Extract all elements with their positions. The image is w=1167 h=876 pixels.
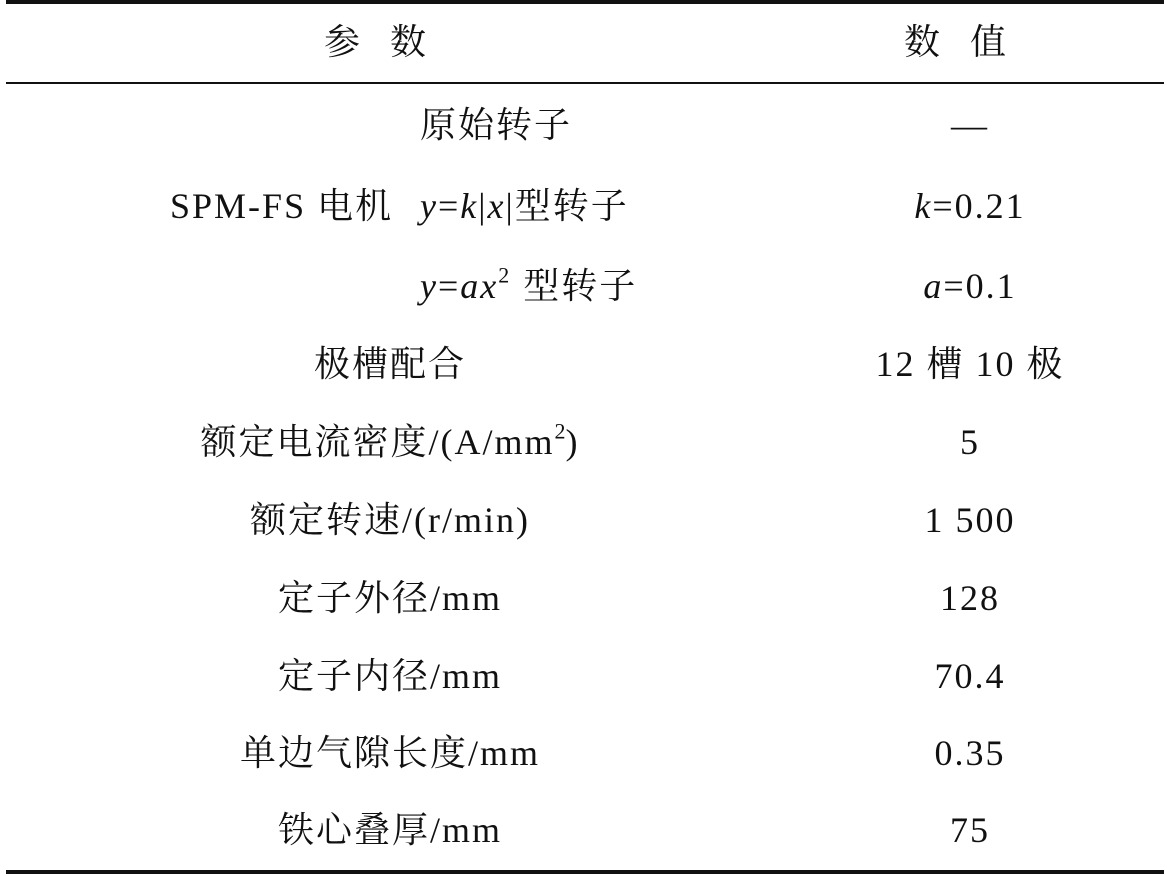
rotor-type-text: 型转子 (523, 266, 638, 306)
row-value-current-density: 5 (960, 422, 980, 462)
var-ax: ax (460, 266, 499, 306)
current-density-label: 额定电流密度/(A/mm (200, 422, 555, 462)
abs-bar-left: | (478, 186, 488, 226)
value-var-a: a (923, 266, 944, 306)
eq-sign: = (437, 266, 461, 306)
row-param-current-density (150, 412, 630, 472)
table-header-rule (6, 82, 1164, 84)
row-param-outer-diameter: 定子外径/mm (277, 578, 502, 618)
table-bottom-rule (6, 870, 1164, 874)
unit-exponent: 2 (554, 418, 566, 444)
group-value-quadratic (775, 256, 1165, 316)
var-x: x (487, 186, 506, 226)
group-sub-quadratic (420, 256, 637, 316)
unit-close-paren: ) (565, 422, 580, 462)
row-value-outer-diameter: 128 (940, 578, 1000, 618)
exponent: 2 (498, 262, 510, 288)
group-value-original: — (951, 105, 989, 145)
value-a-number: =0.1 (943, 266, 1017, 306)
var-k: k (460, 186, 479, 226)
row-value-pole-slot: 12 槽 10 极 (875, 344, 1065, 384)
var-y: y (420, 186, 438, 226)
abs-bar-right: | (505, 186, 515, 226)
row-value-air-gap: 0.35 (934, 733, 1006, 773)
table-top-rule (6, 0, 1164, 4)
row-param-pole-slot: 极槽配合 (313, 344, 466, 384)
group-sub-abs (420, 176, 629, 236)
var-y: y (420, 266, 438, 306)
value-var-k: k (914, 186, 933, 226)
group-value-abs (775, 176, 1165, 236)
rotor-type-text: 型转子 (514, 186, 629, 226)
row-param-inner-diameter: 定子内径/mm (277, 656, 502, 696)
group-label: SPM-FS 电机 (170, 186, 394, 226)
row-param-air-gap: 单边气隙长度/mm (239, 733, 540, 773)
eq-sign: = (437, 186, 461, 226)
row-value-speed: 1 500 (924, 500, 1016, 540)
header-param: 参数 (323, 22, 456, 62)
row-value-inner-diameter: 70.4 (934, 656, 1006, 696)
row-value-stack-length: 75 (950, 810, 990, 850)
header-value: 数值 (903, 22, 1036, 62)
group-sub-original: 原始转子 (420, 105, 573, 145)
row-param-speed: 额定转速/(r/min) (250, 500, 530, 540)
value-k-number: =0.21 (932, 186, 1026, 226)
row-param-stack-length: 铁心叠厚/mm (277, 810, 502, 850)
